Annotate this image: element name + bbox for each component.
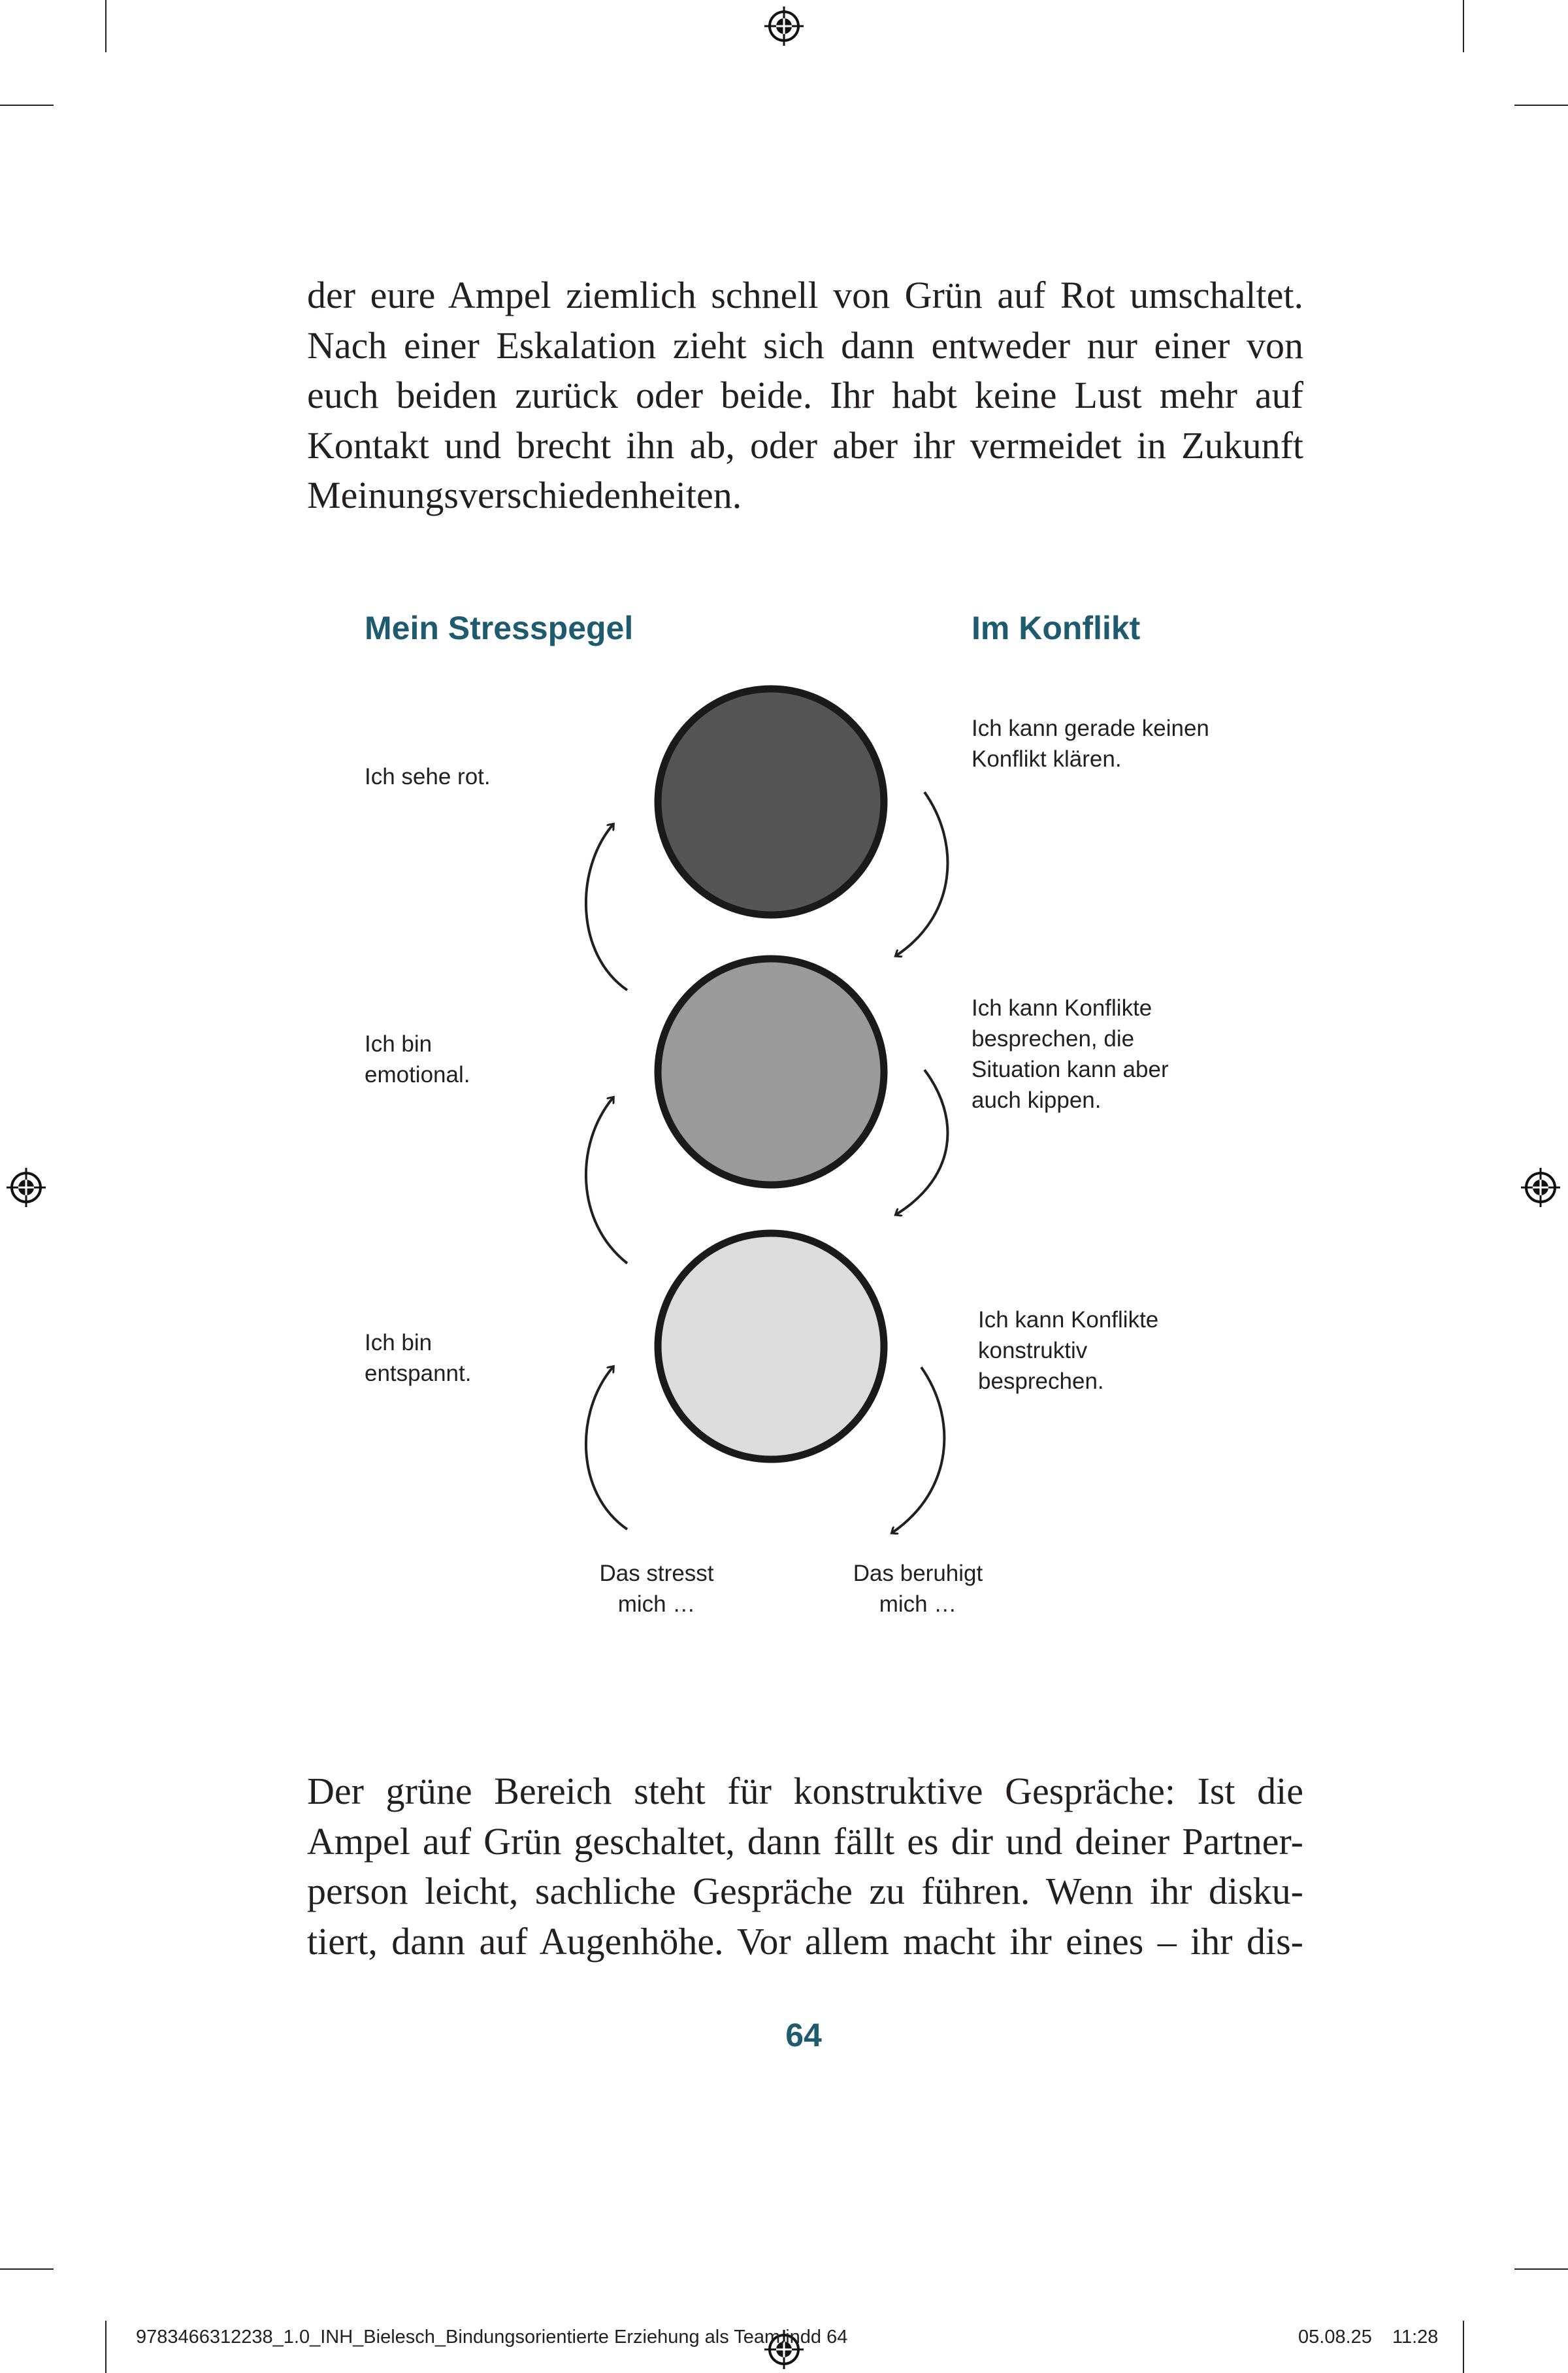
registration-mark-icon xyxy=(7,1168,46,1207)
label-yellow-left xyxy=(365,1029,470,1090)
crop-mark xyxy=(1514,2268,1568,2270)
label-line: entspannt. xyxy=(365,1361,472,1386)
registration-mark-icon xyxy=(1521,1168,1560,1207)
arrow-up-icon xyxy=(586,825,627,990)
label-red-right xyxy=(972,713,1209,774)
label-line: Ich kann gerade keinen xyxy=(972,716,1209,741)
label-green-left xyxy=(365,1327,471,1389)
figure-left-title: Mein Stresspegel xyxy=(365,610,634,646)
label-line: besprechen. xyxy=(978,1369,1104,1394)
crop-mark xyxy=(1514,105,1568,106)
label-line: Ich kann Konflikte xyxy=(972,995,1152,1021)
arrow-down-icon xyxy=(896,792,947,955)
label-line: besprechen, die xyxy=(972,1026,1135,1052)
label-line: Ich bin xyxy=(365,1031,433,1057)
yellow-light xyxy=(658,959,884,1185)
label-yellow-right xyxy=(972,993,1169,1116)
crop-mark xyxy=(0,105,54,106)
text-line: Der grüne Bereich steht für konstruktive Gespräche: Ist die xyxy=(307,1770,1303,1812)
registration-mark-icon xyxy=(764,7,804,46)
label-line: konstruktiv xyxy=(978,1338,1088,1363)
page-number: 64 xyxy=(785,2017,822,2053)
paragraph-bottom xyxy=(307,1767,1303,1966)
arrow-down-icon xyxy=(892,1367,944,1533)
label-line: Ich sehe rot. xyxy=(365,764,491,789)
text-line: der eure Ampel ziemlich schnell von Grün auf Rot umschaltet. xyxy=(307,274,1303,316)
text-line: euch beiden zurück oder beide. Ihr habt keine Lust mehr auf xyxy=(307,374,1303,416)
label-line: mich … xyxy=(879,1591,957,1617)
arrow-up-icon xyxy=(586,1098,627,1263)
label-green-right xyxy=(978,1304,1158,1397)
slug-date: 05.08.25 xyxy=(1298,2327,1372,2348)
red-light xyxy=(658,689,884,915)
text-line: person leicht, sachliche Gespräche zu führen. Wenn ihr disku- xyxy=(307,1870,1303,1912)
label-line: Das stresst xyxy=(599,1561,714,1586)
text-line: Ampel auf Grün geschaltet, dann fällt es dir und deiner Partner- xyxy=(307,1819,1303,1863)
label-line: emotional. xyxy=(365,1062,470,1087)
crop-mark xyxy=(1463,0,1464,52)
label-stresses-me xyxy=(588,1558,725,1619)
crop-mark xyxy=(0,2268,54,2270)
text-line: Nach einer Eskalation zieht sich dann entweder nur einer von xyxy=(307,324,1303,367)
crop-mark xyxy=(105,0,106,52)
paragraph-top xyxy=(307,271,1303,521)
label-line: Ich bin xyxy=(365,1330,433,1355)
text-line: Kontakt und brecht ihn ab, oder aber ihr vermeidet in Zukunft xyxy=(307,423,1303,467)
arrow-down-icon xyxy=(896,1070,947,1214)
slug-time: 11:28 xyxy=(1392,2327,1439,2348)
label-line: auch kippen. xyxy=(972,1087,1102,1113)
label-line: Das beruhigt xyxy=(853,1561,983,1586)
crop-mark xyxy=(1463,2321,1464,2373)
text-line: Meinungsverschiedenheiten. xyxy=(307,474,742,516)
figure-right-title: Im Konflikt xyxy=(972,610,1141,646)
slug-filename: 9783466312238_1.0_INH_Bielesch_Bindungsorientierte Erziehung als Team.indd 64 xyxy=(136,2327,848,2348)
green-light xyxy=(658,1233,884,1459)
label-line: Ich kann Konflikte xyxy=(978,1307,1159,1333)
label-red-left xyxy=(365,761,491,792)
label-line: Situation kann aber xyxy=(972,1057,1169,1082)
text-line: tiert, dann auf Augenhöhe. Vor allem macht ihr eines – ihr dis- xyxy=(307,1919,1303,1963)
label-line: mich … xyxy=(617,1591,696,1617)
crop-mark xyxy=(105,2321,106,2373)
arrow-up-icon xyxy=(586,1367,627,1529)
label-line: Konflikt klären. xyxy=(972,746,1122,772)
label-calms-me xyxy=(843,1558,993,1619)
